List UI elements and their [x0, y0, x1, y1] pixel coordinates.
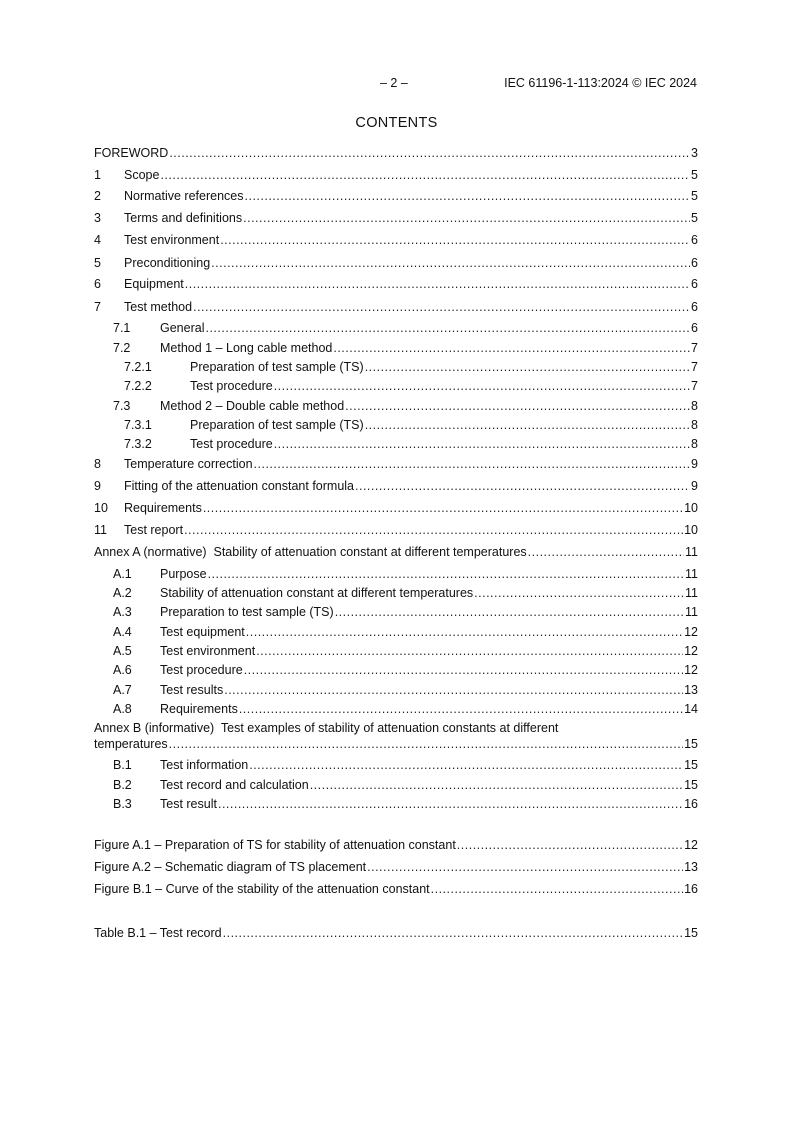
- toc-page: 6: [691, 256, 698, 270]
- toc-entry[interactable]: [94, 523, 698, 539]
- toc-number: 10: [94, 501, 108, 515]
- toc-number: 4: [94, 233, 101, 247]
- toc-number: 11: [94, 523, 107, 537]
- toc-number: 7.3.2: [124, 437, 152, 451]
- toc-number: A.1: [113, 567, 132, 581]
- toc-number: 9: [94, 479, 101, 493]
- toc-page: 8: [691, 437, 698, 451]
- toc-entry[interactable]: [94, 233, 698, 249]
- toc-page: 5: [691, 168, 698, 182]
- toc-label: Scope: [124, 168, 160, 182]
- toc-number: 1: [94, 168, 101, 182]
- toc-page: 12: [684, 644, 698, 658]
- toc-entry[interactable]: [94, 778, 698, 794]
- toc-entry[interactable]: [94, 437, 698, 453]
- toc-label: Test environment: [160, 644, 256, 658]
- toc-label: Requirements: [160, 702, 238, 716]
- toc-label: Test results: [160, 683, 224, 697]
- toc-entry[interactable]: [94, 256, 698, 272]
- toc-page: 12: [684, 838, 698, 852]
- toc-label: Test equipment: [160, 625, 245, 639]
- toc-number: 8: [94, 457, 101, 471]
- toc-page: 7: [691, 379, 698, 393]
- toc-label: Method 1 – Long cable method: [160, 341, 333, 355]
- toc-entry-annex-b[interactable]: [94, 737, 698, 753]
- toc-number: 7.2: [113, 341, 131, 355]
- toc-page: 9: [691, 457, 698, 471]
- toc-label: Preparation of test sample (TS): [190, 360, 364, 374]
- toc-label: Preparation of test sample (TS): [190, 418, 364, 432]
- toc-entry[interactable]: [94, 663, 698, 679]
- toc-label: Requirements: [124, 501, 202, 515]
- toc-page: 14: [684, 702, 698, 716]
- page-header: [0, 76, 793, 92]
- toc-label: Test record and calculation: [160, 778, 309, 792]
- toc-label: Test procedure: [190, 379, 273, 393]
- toc-number: 5: [94, 256, 101, 270]
- toc-page: 11: [685, 567, 698, 581]
- toc-number: B.3: [113, 797, 132, 811]
- toc-entry[interactable]: [94, 501, 698, 517]
- toc-label: Purpose: [160, 567, 207, 581]
- toc-label: Table B.1 – Test record: [94, 926, 222, 940]
- toc-entry[interactable]: [94, 797, 698, 813]
- toc-number: 2: [94, 189, 101, 203]
- toc-page: 15: [684, 778, 698, 792]
- toc-entry[interactable]: [94, 586, 698, 602]
- toc-number: 7.3.1: [124, 418, 152, 432]
- toc-entry[interactable]: [94, 567, 698, 583]
- toc-number: B.1: [113, 758, 132, 772]
- toc-page: 13: [684, 683, 698, 697]
- toc-label: Temperature correction: [124, 457, 253, 471]
- toc-entry[interactable]: [94, 189, 698, 205]
- toc-entry[interactable]: [94, 211, 698, 227]
- toc-entry[interactable]: [94, 683, 698, 699]
- toc-entry-figure[interactable]: [94, 882, 698, 898]
- toc-label: Test procedure: [160, 663, 243, 677]
- toc-page: 15: [684, 758, 698, 772]
- toc-page: 16: [684, 882, 698, 896]
- toc-page: 10: [684, 523, 698, 537]
- toc-label: Preconditioning: [124, 256, 211, 270]
- toc-number: 6: [94, 277, 101, 291]
- toc-label: Test environment: [124, 233, 220, 247]
- toc-page: 5: [691, 211, 698, 225]
- toc-entry[interactable]: [94, 300, 698, 316]
- toc-page: 5: [691, 189, 698, 203]
- toc-number: 7.3: [113, 399, 131, 413]
- toc-number: A.6: [113, 663, 132, 677]
- toc-page: 11: [685, 545, 698, 559]
- toc-page: 11: [685, 586, 698, 600]
- toc-page: 12: [684, 625, 698, 639]
- toc-label: Test information: [160, 758, 249, 772]
- toc-entry[interactable]: [94, 479, 698, 495]
- toc-label: Annex A (normative) Stability of attenuation constant at different temperatures: [94, 545, 527, 559]
- toc-page: 15: [684, 737, 698, 751]
- toc-number: A.2: [113, 586, 132, 600]
- toc-entry[interactable]: [94, 644, 698, 660]
- toc-label: Fitting of the attenuation constant formula: [124, 479, 354, 493]
- page-number: – 2 –: [380, 76, 408, 90]
- toc-label: Test procedure: [190, 437, 273, 451]
- toc-number: A.7: [113, 683, 132, 697]
- toc-entry[interactable]: [94, 418, 698, 434]
- toc-label: Preparation to test sample (TS): [160, 605, 334, 619]
- toc-page: 8: [691, 399, 698, 413]
- toc-label: Equipment: [124, 277, 184, 291]
- toc-page: 9: [691, 479, 698, 493]
- toc-number: A.3: [113, 605, 132, 619]
- toc-entry-figure[interactable]: [94, 860, 698, 876]
- toc-page: 15: [684, 926, 698, 940]
- toc-label: Test method: [124, 300, 193, 314]
- toc-entry[interactable]: [94, 625, 698, 641]
- toc-page: 7: [691, 360, 698, 374]
- toc-entry-figure[interactable]: [94, 838, 698, 854]
- toc-label: Figure B.1 – Curve of the stability of the attenuation constant: [94, 882, 430, 896]
- toc-label: Test result: [160, 797, 217, 811]
- toc-entry[interactable]: [94, 277, 698, 293]
- toc-entry[interactable]: [94, 321, 698, 337]
- toc-entry[interactable]: [94, 168, 698, 184]
- toc-page: 11: [685, 605, 698, 619]
- toc-number: A.8: [113, 702, 132, 716]
- toc-label: temperatures: [94, 737, 168, 751]
- toc-entry[interactable]: [94, 379, 698, 395]
- toc-label: Figure A.2 – Schematic diagram of TS placement: [94, 860, 367, 874]
- toc-number: B.2: [113, 778, 132, 792]
- toc-number: A.5: [113, 644, 132, 658]
- toc-page: 6: [691, 277, 698, 291]
- toc-page: 16: [684, 797, 698, 811]
- toc-page: 7: [691, 341, 698, 355]
- toc-entry[interactable]: [94, 758, 698, 774]
- toc-label: Test report: [124, 523, 184, 537]
- toc-entry[interactable]: [94, 702, 698, 718]
- toc-entry-annex-a[interactable]: [94, 545, 698, 561]
- toc-entry[interactable]: [94, 605, 698, 621]
- document-reference: IEC 61196-1-113:2024 © IEC 2024: [504, 76, 697, 90]
- toc-label: Normative references: [124, 189, 244, 203]
- toc-number: 7: [94, 300, 101, 314]
- toc-number: A.4: [113, 625, 132, 639]
- toc-label: Figure A.1 – Preparation of TS for stability of attenuation constant: [94, 838, 456, 852]
- toc-entry-foreword[interactable]: [94, 146, 698, 162]
- toc-label: Stability of attenuation constant at different temperatures: [160, 586, 474, 600]
- toc-page: 6: [691, 233, 698, 247]
- toc-label: General: [160, 321, 205, 335]
- toc-entry-table[interactable]: [94, 926, 698, 942]
- toc-page: 13: [684, 860, 698, 874]
- toc-page: 3: [691, 146, 698, 160]
- page-title: CONTENTS: [355, 115, 438, 131]
- toc-number: 7.2.2: [124, 379, 152, 393]
- toc-page: 8: [691, 418, 698, 432]
- toc-number: 7.2.1: [124, 360, 152, 374]
- toc-entry[interactable]: [94, 399, 698, 415]
- toc-label: FOREWORD: [94, 146, 169, 160]
- toc-entry-annex-b-line1[interactable]: Annex B (informative) Test examples of stability of attenuation constants at different: [94, 721, 559, 735]
- toc-page: 12: [684, 663, 698, 677]
- toc-label: Terms and definitions: [124, 211, 243, 225]
- toc-page: 6: [691, 300, 698, 314]
- toc-label: Method 2 – Double cable method: [160, 399, 345, 413]
- toc-number: 7.1: [113, 321, 131, 335]
- toc-entry[interactable]: [94, 457, 698, 473]
- toc-entry[interactable]: [94, 360, 698, 376]
- toc-number: 3: [94, 211, 101, 225]
- toc-entry[interactable]: [94, 341, 698, 357]
- toc-page: 6: [691, 321, 698, 335]
- toc-page: 10: [684, 501, 698, 515]
